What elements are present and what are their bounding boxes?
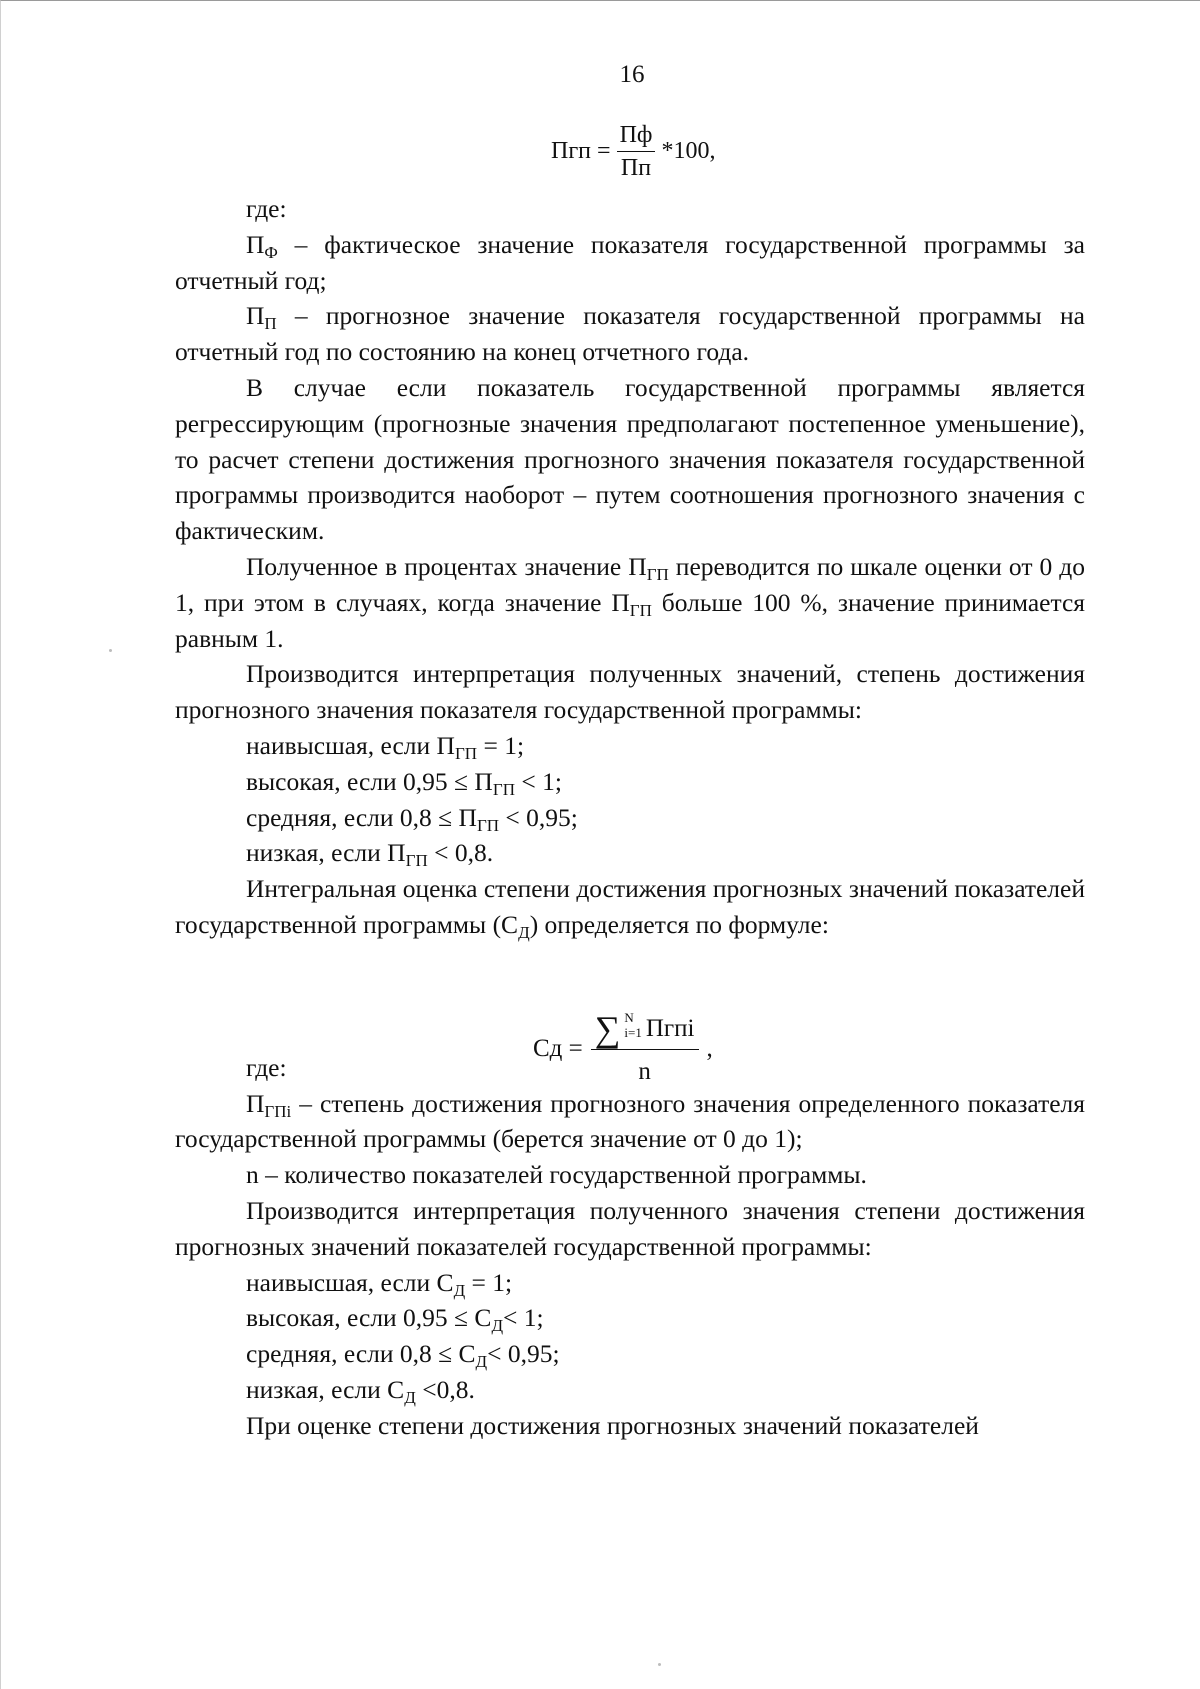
symbol-p: П: [246, 1088, 265, 1118]
text-span: средняя, если 0,8 ≤ П: [246, 802, 477, 832]
level-medium-pgp: [175, 800, 1085, 836]
formula-fraction: [617, 119, 656, 184]
text-span: < 0,95;: [487, 1339, 560, 1369]
text-span: Полученное в процентах значение П: [246, 551, 647, 581]
symbol-sub: Д: [491, 1316, 504, 1336]
symbol-sub: Ф: [264, 242, 278, 262]
text-span: низкая, если П: [246, 838, 406, 868]
symbol-sub: ГП: [646, 564, 669, 584]
text-span: низкая, если С: [246, 1374, 405, 1404]
text-span: < 1;: [514, 766, 562, 796]
symbol-sub: ГП: [405, 851, 428, 871]
symbol-sub: ГПi: [264, 1101, 292, 1121]
scan-speck: [109, 649, 112, 652]
page-number: 16: [619, 61, 645, 88]
sum-limits: [624, 1010, 641, 1040]
text-span: больше 100 %, значение принимается равным 1.: [175, 587, 1085, 653]
text-span: <0,8.: [415, 1374, 475, 1404]
scan-speck: [658, 1663, 661, 1666]
definition-text: – фактическое значение показателя государственной программы за отчетный год;: [175, 229, 1085, 295]
document-body: [175, 191, 1085, 1444]
formula-cd: [533, 1011, 713, 1086]
text-span: наивысшая, если П: [246, 730, 455, 760]
definition-pgpi: [175, 1086, 1085, 1158]
text-span: < 1;: [503, 1303, 544, 1333]
symbol-sub: П: [264, 314, 277, 334]
text-span: наивысшая, если С: [246, 1267, 454, 1297]
paragraph-interpretation-1: Производится интерпретация полученных значений, степень достижения прогнозного значения показателя государственной программы:: [175, 659, 1085, 725]
text-span: Интегральная оценка степени достижения прогнозных значений показателей государственной программы (С: [175, 874, 1085, 939]
sum-sign: ∑: [594, 1009, 621, 1049]
symbol-sub: Д: [404, 1387, 416, 1407]
level-low-pgp: [175, 835, 1085, 871]
text-span: ) определяется по формуле:: [529, 909, 829, 939]
text-span: < 0,95;: [499, 802, 578, 832]
formula-fraction: [591, 1011, 699, 1086]
level-highest-pgp: [175, 728, 1085, 764]
definition-n: n – количество показателей государственной программы.: [246, 1160, 867, 1190]
level-medium-cd: [175, 1336, 1085, 1372]
text-span: = 1;: [477, 730, 525, 760]
formula-denominator: n: [638, 1058, 651, 1085]
sum-term: Пгпi: [645, 1015, 695, 1042]
sum-lower: i=1: [624, 1025, 642, 1040]
symbol-p: П: [246, 301, 265, 331]
definition-text: – прогнозное значение показателя государственной программы на отчетный год по состоянию на конец отчетного года.: [175, 301, 1085, 367]
symbol-p: П: [246, 229, 265, 259]
formula-rhs: ,: [706, 1034, 713, 1062]
symbol-sub: ГП: [476, 815, 500, 835]
text-span: переводится по шкале оценки от 0 до 1, при этом в случаях, когда значение П: [175, 551, 1085, 617]
formula-rhs: *100,: [661, 138, 716, 164]
text-span: = 1;: [465, 1267, 513, 1297]
symbol-sub: Д: [475, 1352, 488, 1372]
paragraph-interpretation-2: Производится интерпретация полученного значения степени достижения прогнозных значений показателей государственной программы:: [175, 1195, 1085, 1261]
paragraph-integral: [175, 871, 1085, 943]
formula-lhs: Сд =: [533, 1034, 583, 1062]
text-span: средняя, если 0,8 ≤ С: [246, 1339, 476, 1369]
level-low-cd: [175, 1372, 1085, 1408]
where-label-2: где:: [246, 1052, 287, 1082]
text-span: высокая, если 0,95 ≤ П: [246, 766, 493, 796]
level-highest-cd: [175, 1265, 1085, 1301]
level-high-cd: [175, 1300, 1085, 1336]
symbol-sub: ГП: [629, 600, 652, 620]
formula-lhs: Пгп =: [551, 138, 611, 164]
sum-upper: N: [624, 1010, 634, 1025]
formula-pgp: [551, 119, 715, 184]
formula-numerator: Пф: [617, 119, 656, 152]
symbol-sub: ГП: [454, 743, 478, 763]
definition-pp: [175, 298, 1085, 370]
text-span: < 0,8.: [427, 838, 494, 868]
paragraph-last: При оценке степени достижения прогнозных значений показателей: [246, 1410, 979, 1440]
where-label: где:: [246, 194, 287, 223]
symbol-sub: Д: [453, 1280, 466, 1300]
text-span: высокая, если 0,95 ≤ С: [246, 1303, 492, 1333]
paragraph-scale: [175, 549, 1085, 656]
symbol-sub: Д: [518, 922, 530, 942]
definition-pf: [175, 227, 1085, 299]
level-high-pgp: [175, 764, 1085, 800]
formula-denominator: Пп: [620, 155, 652, 181]
formula-numerator: [591, 1011, 699, 1050]
definition-text: – степень достижения прогнозного значения определенного показателя государственной программы (берется значение от 0 до 1);: [175, 1088, 1085, 1154]
paragraph-regress: В случае если показатель государственной программы является регрессирующим (прогнозные значения предполагают постепенное уменьшение), то расчет степени достижения прогнозного значения показателя государственной программы производится наоборот – путем соотношения прогнозного значения с фактическим.: [175, 372, 1085, 546]
symbol-sub: ГП: [492, 779, 515, 799]
